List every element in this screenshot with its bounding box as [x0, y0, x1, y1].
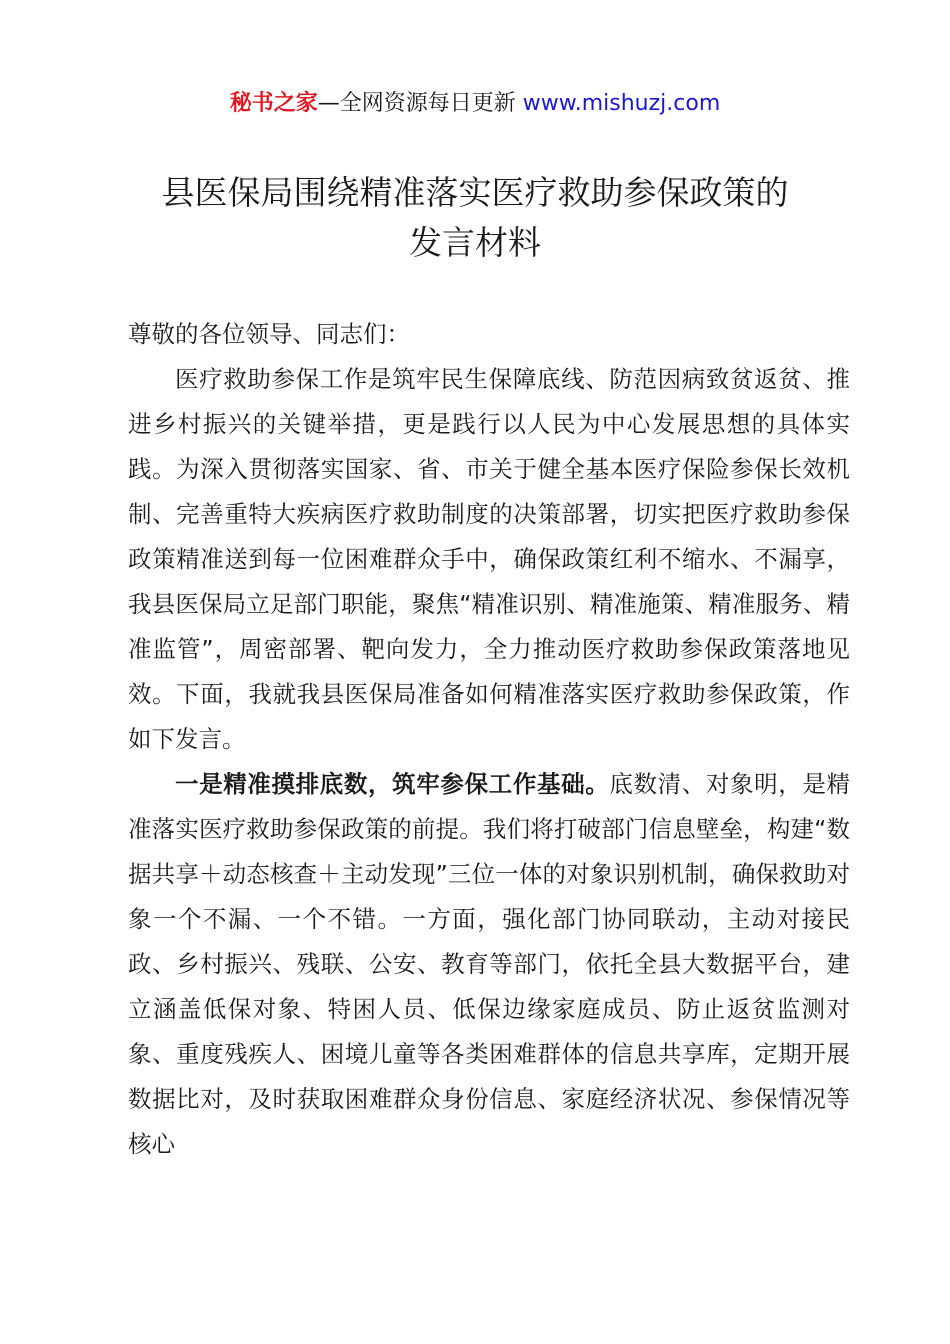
title-line-2: 发言材料: [409, 223, 541, 262]
header-tagline: —全网资源每日更新: [317, 91, 523, 116]
paragraph-intro: 医疗救助参保工作是筑牢民生保障底线、防范因病致贫返贫、推进乡村振兴的关键举措，更是践行以人民为中心发展思想的具体实践。为深入贯彻落实国家、省、市关于健全基本医疗保险参保长效机制、完善重特大疾病医疗救助制度的决策部署，切实把医疗救助参保政策精准送到每一位困难群众手中，确保政策红利不缩水、不漏享，我县医保局立足部门职能，聚焦“精准识别、精准施策、精准服务、精准监管”，周密部署、靶向发力，全力推动医疗救助参保政策落地见效。下面，我就我县医保局准备如何精准落实医疗救助参保政策，作如下发言。: [128, 365, 850, 753]
title-line-1: 县医保局围绕精准落实医疗救助参保政策的: [161, 173, 789, 212]
site-header: [0, 88, 950, 120]
document-title: [60, 168, 890, 268]
section-1-text: 底数清、对象明，是精准落实医疗救助参保政策的前提。我们将打破部门信息壁垒，构建“数据共享＋动态核查＋主动发现”三位一体的对象识别机制，确保救助对象一个不漏、一个不错。一方面，强化部门协同联动，主动对接民政、乡村振兴、残联、公安、教育等部门，依托全县大数据平台，建立涵盖低保对象、特困人员、低保边缘家庭成员、防止返贫监测对象、重度残疾人、困境儿童等各类困难群体的信息共享库，定期开展数据比对，及时获取困难群众身份信息、家庭经济状况、参保情况等核心: [128, 770, 851, 1158]
document-body: [128, 312, 850, 1167]
site-name: 秘书之家: [229, 91, 318, 116]
salutation: 尊敬的各位领导、同志们：: [128, 320, 410, 348]
section-1-heading: 一是精准摸排底数，筑牢参保工作基础。: [175, 770, 610, 798]
paragraph-section-1: [128, 762, 850, 1167]
site-url-link[interactable]: www.mishuzj.com: [522, 91, 721, 116]
